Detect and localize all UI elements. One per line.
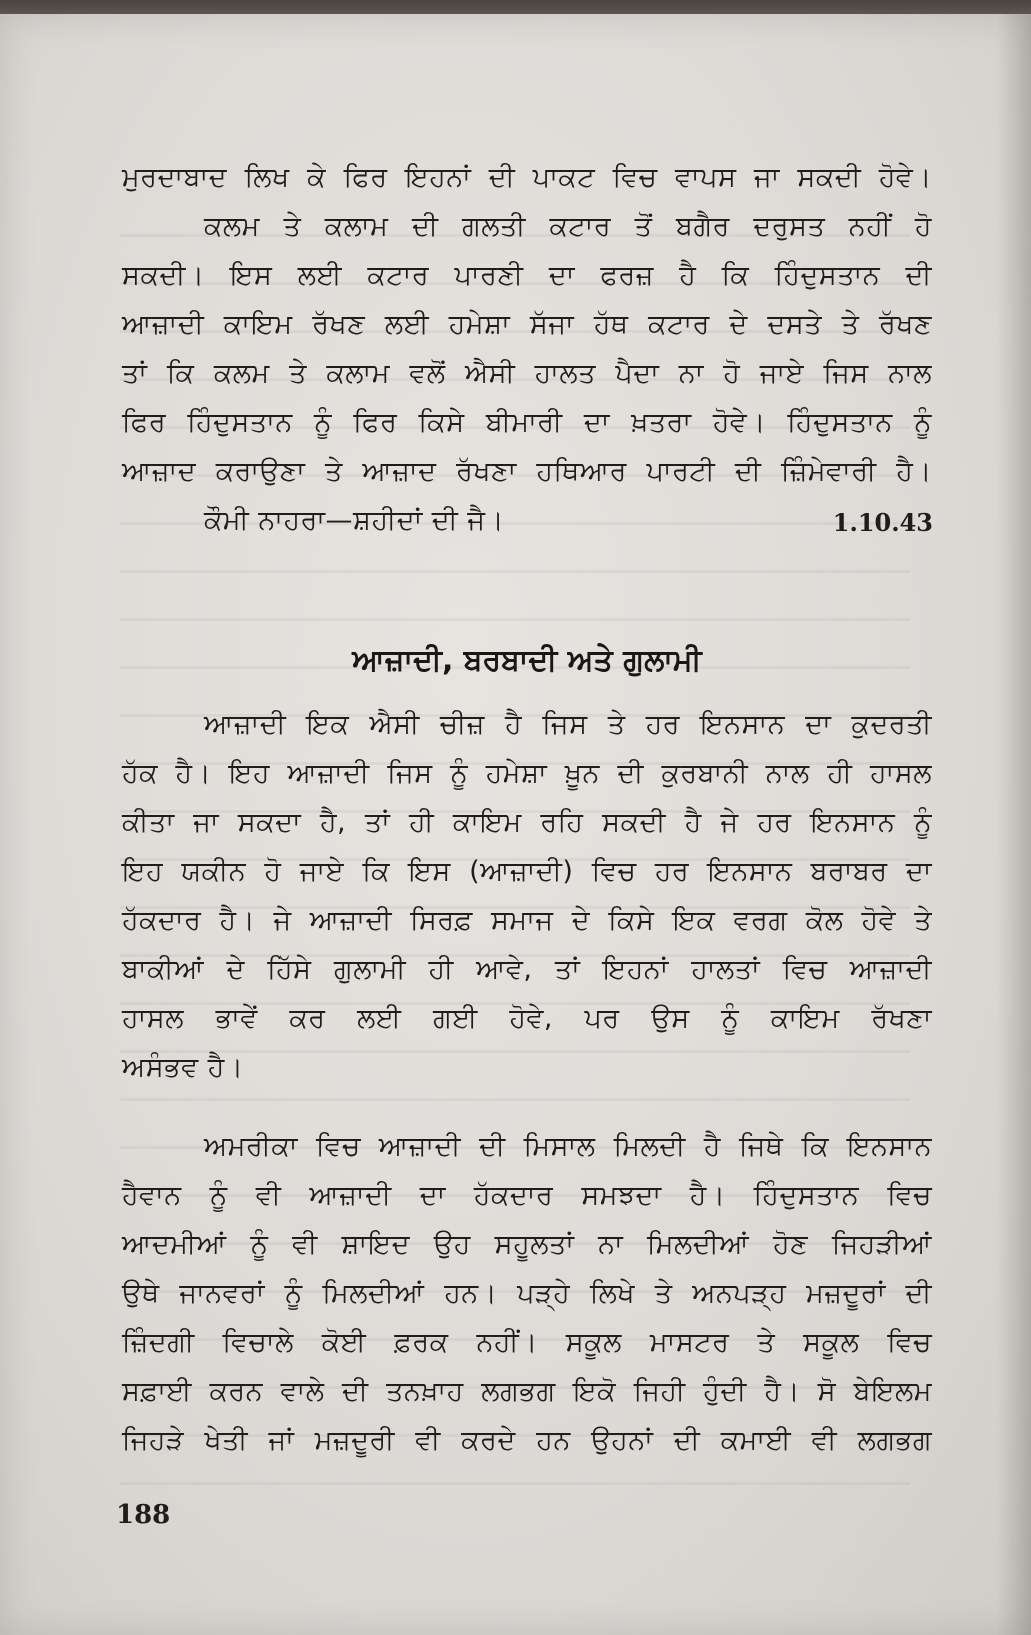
paragraph-3-line: ਹੈਵਾਨ ਨੂੰ ਵੀ ਆਜ਼ਾਦੀ ਦਾ ਹੱਕਦਾਰ ਸਮਝਦਾ ਹੈ। ਹਿੰਦੁਸਤਾਨ ਵਿਚ [122,1180,932,1211]
page-edge-shadow [997,14,1031,1635]
paragraph-1-line: ਆਜ਼ਾਦੀ ਕਾਇਮ ਰੱਖਣ ਲਈ ਹਮੇਸ਼ਾ ਸੱਜਾ ਹੱਥ ਕਟਾਰ ਦੇ ਦਸਤੇ ਤੇ ਰੱਖਣ [122,309,932,340]
paragraph-2-line: ਅਸੰਭਵ ਹੈ। [122,1052,244,1083]
date: 1.10.43 [832,508,933,537]
paragraph-1-line: ਸਕਦੀ। ਇਸ ਲਈ ਕਟਾਰ ਪਾਰਣੀ ਦਾ ਫਰਜ਼ ਹੈ ਕਿ ਹਿੰਦੁਸਤਾਨ ਦੀ [122,260,932,291]
paragraph-3-line: ਜਿਹੜੇ ਖੇਤੀ ਜਾਂ ਮਜ਼ਦੂਰੀ ਵੀ ਕਰਦੇ ਹਨ ਉਹਨਾਂ ਦੀ ਕਮਾਈ ਵੀ ਲਗਭਗ [122,1425,932,1456]
paragraph-2-line: ਆਜ਼ਾਦੀ ਇਕ ਐਸੀ ਚੀਜ਼ ਹੈ ਜਿਸ ਤੇ ਹਰ ਇਨਸਾਨ ਦਾ ਕੁਦਰਤੀ [204,709,932,740]
paragraph-1-line: ਕਲਮ ਤੇ ਕਲਾਮ ਦੀ ਗਲਤੀ ਕਟਾਰ ਤੋਂ ਬਗੈਰ ਦਰੁਸਤ ਨਹੀਂ ਹੋ [204,211,932,242]
paragraph-2-line: ਇਹ ਯਕੀਨ ਹੋ ਜਾਏ ਕਿ ਇਸ (ਆਜ਼ਾਦੀ) ਵਿਚ ਹਰ ਇਨਸਾਨ ਬਰਾਬਰ ਦਾ [122,856,932,887]
paragraph-2-line: ਹੱਕ ਹੈ। ਇਹ ਆਜ਼ਾਦੀ ਜਿਸ ਨੂੰ ਹਮੇਸ਼ਾ ਖ਼ੂਨ ਦੀ ਕੁਰਬਾਨੀ ਨਾਲ ਹੀ ਹਾਸਲ [122,758,932,789]
paragraph-3-line: ਜ਼ਿੰਦਗੀ ਵਿਚਾਲੇ ਕੋਈ ਫ਼ਰਕ ਨਹੀਂ। ਸਕੂਲ ਮਾਸਟਰ ਤੇ ਸਕੂਲ ਵਿਚ [122,1327,932,1358]
paragraph-2-line: ਹੱਕਦਾਰ ਹੈ। ਜੇ ਆਜ਼ਾਦੀ ਸਿਰਫ਼ ਸਮਾਜ ਦੇ ਕਿਸੇ ਇਕ ਵਰਗ ਕੋਲ ਹੋਵੇ ਤੇ [122,905,932,936]
paragraph-3-line: ਉਥੇ ਜਾਨਵਰਾਂ ਨੂੰ ਮਿਲਦੀਆਂ ਹਨ। ਪੜ੍ਹੇ ਲਿਖੇ ਤੇ ਅਨਪੜ੍ਹ ਮਜ਼ਦੂਰਾਂ ਦੀ [122,1278,932,1309]
paragraph-1-line: ਫਿਰ ਹਿੰਦੁਸਤਾਨ ਨੂੰ ਫਿਰ ਕਿਸੇ ਬੀਮਾਰੀ ਦਾ ਖ਼ਤਰਾ ਹੋਵੇ। ਹਿੰਦੁਸਤਾਨ ਨੂੰ [122,407,932,438]
paragraph-2-line: ਬਾਕੀਆਂ ਦੇ ਹਿੱਸੇ ਗੁਲਾਮੀ ਹੀ ਆਵੇ, ਤਾਂ ਇਹਨਾਂ ਹਾਲਤਾਂ ਵਿਚ ਆਜ਼ਾਦੀ [122,954,932,985]
paragraph-2-line: ਹਾਸਲ ਭਾਵੇਂ ਕਰ ਲਈ ਗਈ ਹੋਵੇ, ਪਰ ਉਸ ਨੂੰ ਕਾਇਮ ਰੱਖਣਾ [122,1003,932,1034]
section-title: ਆਜ਼ਾਦੀ, ਬਰਬਾਦੀ ਅਤੇ ਗੁਲਾਮੀ [352,643,702,678]
paragraph-3-line: ਸਫ਼ਾਈ ਕਰਨ ਵਾਲੇ ਦੀ ਤਨਖ਼ਾਹ ਲਗਭਗ ਇਕੋ ਜਿਹੀ ਹੁੰਦੀ ਹੈ। ਸੋ ਬੇਇਲਮ [122,1376,932,1407]
slogan: ਕੌਮੀ ਨਾਹਰਾ—ਸ਼ਹੀਦਾਂ ਦੀ ਜੈ। [204,505,505,536]
paragraph-3-line: ਆਦਮੀਆਂ ਨੂੰ ਵੀ ਸ਼ਾਇਦ ਉਹ ਸਹੂਲਤਾਂ ਨਾ ਮਿਲਦੀਆਂ ਹੋਣ ਜਿਹੜੀਆਂ [122,1229,932,1260]
paragraph-1-line: ਤਾਂ ਕਿ ਕਲਮ ਤੇ ਕਲਾਮ ਵਲੋਂ ਐਸੀ ਹਾਲਤ ਪੈਦਾ ਨਾ ਹੋ ਜਾਏ ਜਿਸ ਨਾਲ [122,358,932,389]
page-number: 188 [116,1500,171,1530]
paragraph-3-line: ਅਮਰੀਕਾ ਵਿਚ ਆਜ਼ਾਦੀ ਦੀ ਮਿਸਾਲ ਮਿਲਦੀ ਹੈ ਜਿਥੇ ਕਿ ਇਨਸਾਨ [204,1131,932,1162]
paragraph-1-line: ਮੁਰਦਾਬਾਦ ਲਿਖ ਕੇ ਫਿਰ ਇਹਨਾਂ ਦੀ ਪਾਕਟ ਵਿਚ ਵਾਪਸ ਜਾ ਸਕਦੀ ਹੋਵੇ। [122,162,932,193]
paragraph-1-line: ਆਜ਼ਾਦ ਕਰਾਉਣਾ ਤੇ ਆਜ਼ਾਦ ਰੱਖਣਾ ਹਥਿਆਰ ਪਾਰਟੀ ਦੀ ਜ਼ਿੰਮੇਵਾਰੀ ਹੈ। [122,456,932,487]
paragraph-2-line: ਕੀਤਾ ਜਾ ਸਕਦਾ ਹੈ, ਤਾਂ ਹੀ ਕਾਇਮ ਰਹਿ ਸਕਦੀ ਹੈ ਜੇ ਹਰ ਇਨਸਾਨ ਨੂੰ [122,807,932,838]
